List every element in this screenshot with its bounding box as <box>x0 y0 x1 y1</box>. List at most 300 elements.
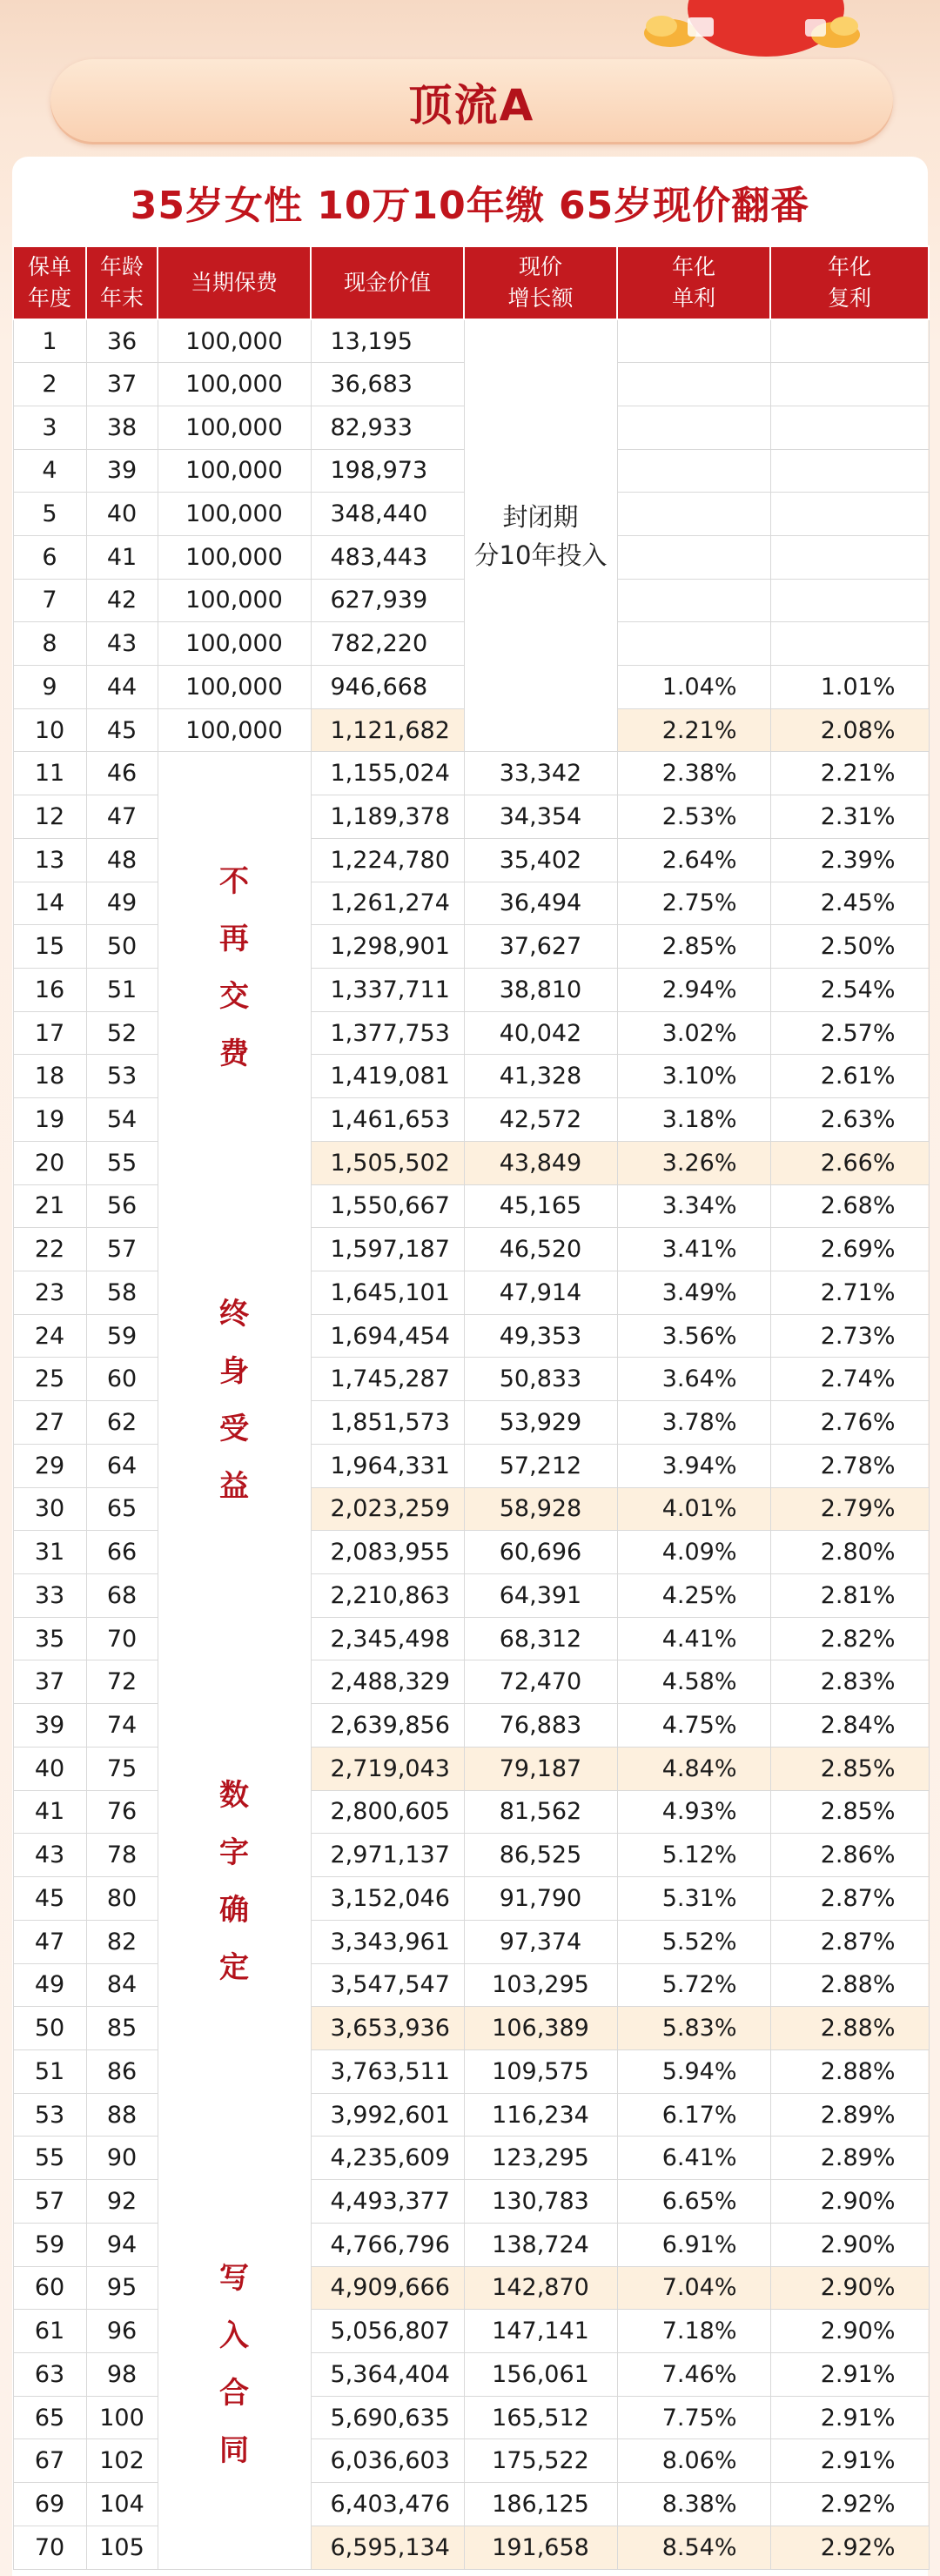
cell-compound-rate: 2.80% <box>770 1531 929 1574</box>
decorative-ornament <box>635 0 862 61</box>
cell-compound-rate: 2.88% <box>770 2007 929 2050</box>
table-row <box>13 1228 929 1271</box>
header-age: 年龄 年末 <box>86 246 158 319</box>
table-row <box>13 1747 929 1790</box>
cell-age: 68 <box>86 1574 158 1618</box>
cell-cash-value: 1,851,573 <box>311 1401 464 1445</box>
table-row <box>13 2352 929 2396</box>
cell-age: 94 <box>86 2223 158 2266</box>
cell-simple-rate: 4.41% <box>617 1617 770 1660</box>
cell-compound-rate <box>770 449 929 493</box>
cell-compound-rate: 2.90% <box>770 2223 929 2266</box>
cell-cash-value: 4,909,666 <box>311 2266 464 2310</box>
slogan-char: 数 <box>219 1778 249 1814</box>
cell-premium: 100,000 <box>158 622 311 666</box>
table-row <box>13 1834 929 1877</box>
slogan-segment <box>158 853 311 1083</box>
cell-cash-value: 3,343,961 <box>311 1920 464 1963</box>
cell-policy-year: 20 <box>13 1141 86 1184</box>
cell-policy-year: 69 <box>13 2483 86 2526</box>
cell-simple-rate: 2.94% <box>617 968 770 1011</box>
cell-age: 96 <box>86 2310 158 2353</box>
cell-premium: 100,000 <box>158 535 311 579</box>
cell-simple-rate <box>617 622 770 666</box>
cell-cash-value: 6,595,134 <box>311 2526 464 2569</box>
cell-cash-value: 2,210,863 <box>311 1574 464 1618</box>
cell-simple-rate: 3.02% <box>617 1011 770 1055</box>
closed-period-note <box>464 319 617 752</box>
header-compound-rate: 年化 复利 <box>770 246 929 319</box>
cell-age: 70 <box>86 1617 158 1660</box>
cell-age: 76 <box>86 1790 158 1834</box>
cell-simple-rate: 2.38% <box>617 752 770 795</box>
cell-cash-value: 1,461,653 <box>311 1098 464 1142</box>
cell-simple-rate: 3.49% <box>617 1271 770 1315</box>
table-header-row <box>13 246 929 319</box>
cell-compound-rate: 2.85% <box>770 1747 929 1790</box>
cell-simple-rate: 4.84% <box>617 1747 770 1790</box>
cell-policy-year: 60 <box>13 2266 86 2310</box>
cell-cash-value: 4,493,377 <box>311 2180 464 2224</box>
slogan-char: 确 <box>219 1893 249 1929</box>
table-row <box>13 1358 929 1401</box>
cell-policy-year: 57 <box>13 2180 86 2224</box>
cell-age: 98 <box>86 2352 158 2396</box>
cell-simple-rate: 2.21% <box>617 708 770 752</box>
cell-increase: 53,929 <box>464 1401 617 1445</box>
closed-period-line: 封闭期 <box>502 501 579 532</box>
cell-age: 55 <box>86 1141 158 1184</box>
cell-cash-value: 1,337,711 <box>311 968 464 1011</box>
cell-compound-rate: 2.39% <box>770 838 929 882</box>
cell-cash-value: 36,683 <box>311 363 464 406</box>
table-row <box>13 2049 929 2093</box>
cell-cash-value: 2,023,259 <box>311 1487 464 1531</box>
cell-compound-rate: 2.85% <box>770 1790 929 1834</box>
cell-increase: 106,389 <box>464 2007 617 2050</box>
cell-policy-year: 47 <box>13 1920 86 1963</box>
cell-simple-rate: 4.09% <box>617 1531 770 1574</box>
cell-compound-rate: 2.76% <box>770 1401 929 1445</box>
cell-cash-value: 1,121,682 <box>311 708 464 752</box>
cell-simple-rate: 6.17% <box>617 2093 770 2137</box>
cell-age: 57 <box>86 1228 158 1271</box>
cell-compound-rate: 2.08% <box>770 708 929 752</box>
cell-premium: 100,000 <box>158 666 311 709</box>
slogan-char: 身 <box>219 1354 249 1390</box>
cell-policy-year: 8 <box>13 622 86 666</box>
cell-increase: 72,470 <box>464 1660 617 1704</box>
cell-policy-year: 45 <box>13 1877 86 1921</box>
cell-simple-rate: 4.93% <box>617 1790 770 1834</box>
cell-age: 43 <box>86 622 158 666</box>
cell-policy-year: 7 <box>13 579 86 622</box>
cell-cash-value: 348,440 <box>311 493 464 536</box>
cell-cash-value: 1,298,901 <box>311 925 464 969</box>
cell-simple-rate: 3.94% <box>617 1444 770 1487</box>
cell-simple-rate: 5.83% <box>617 2007 770 2050</box>
table-row <box>13 2093 929 2137</box>
cell-cash-value: 1,550,667 <box>311 1184 464 1228</box>
cell-policy-year: 27 <box>13 1401 86 1445</box>
cell-policy-year: 50 <box>13 2007 86 2050</box>
cell-simple-rate: 4.58% <box>617 1660 770 1704</box>
cell-age: 78 <box>86 1834 158 1877</box>
slogan-segment <box>158 1285 311 1515</box>
cell-policy-year: 41 <box>13 1790 86 1834</box>
table-row <box>13 1011 929 1055</box>
cell-age: 39 <box>86 449 158 493</box>
cell-age: 51 <box>86 968 158 1011</box>
table-row <box>13 1963 929 2007</box>
cell-simple-rate: 3.64% <box>617 1358 770 1401</box>
cell-simple-rate: 8.38% <box>617 2483 770 2526</box>
cell-simple-rate: 6.65% <box>617 2180 770 2224</box>
cell-policy-year: 1 <box>13 319 86 363</box>
table-row <box>13 925 929 969</box>
cell-cash-value: 1,224,780 <box>311 838 464 882</box>
cell-policy-year: 14 <box>13 882 86 925</box>
cell-compound-rate <box>770 493 929 536</box>
cell-compound-rate: 2.87% <box>770 1877 929 1921</box>
cell-policy-year: 4 <box>13 449 86 493</box>
slogan-char: 字 <box>219 1835 249 1871</box>
cell-increase: 109,575 <box>464 2049 617 2093</box>
cell-policy-year: 59 <box>13 2223 86 2266</box>
table-row <box>13 882 929 925</box>
cell-increase: 47,914 <box>464 1271 617 1315</box>
cell-simple-rate: 8.06% <box>617 2439 770 2483</box>
slogan-char: 合 <box>219 2376 249 2412</box>
cell-simple-rate: 2.85% <box>617 925 770 969</box>
cell-premium: 100,000 <box>158 708 311 752</box>
cell-policy-year: 12 <box>13 795 86 839</box>
cell-policy-year: 63 <box>13 2352 86 2396</box>
cash-value-table-container <box>12 245 928 2576</box>
cell-compound-rate: 2.89% <box>770 2093 929 2137</box>
cell-cash-value: 1,189,378 <box>311 795 464 839</box>
cell-policy-year: 18 <box>13 1055 86 1098</box>
cell-compound-rate: 2.81% <box>770 1574 929 1618</box>
cell-simple-rate: 7.46% <box>617 2352 770 2396</box>
cell-cash-value: 627,939 <box>311 579 464 622</box>
table-row <box>13 752 929 795</box>
cell-increase: 45,165 <box>464 1184 617 1228</box>
table-row <box>13 319 929 363</box>
cell-cash-value: 2,719,043 <box>311 1747 464 1790</box>
cell-policy-year: 43 <box>13 1834 86 1877</box>
cell-cash-value: 3,547,547 <box>311 1963 464 2007</box>
cell-increase: 97,374 <box>464 1920 617 1963</box>
slogan-char: 写 <box>219 2261 249 2297</box>
slogan-char: 不 <box>219 864 249 900</box>
table-row <box>13 1574 929 1618</box>
cell-age: 86 <box>86 2049 158 2093</box>
cell-age: 84 <box>86 1963 158 2007</box>
cell-cash-value: 1,261,274 <box>311 882 464 925</box>
cell-compound-rate: 2.73% <box>770 1314 929 1358</box>
cell-simple-rate <box>617 535 770 579</box>
cell-increase: 37,627 <box>464 925 617 969</box>
cell-compound-rate: 2.91% <box>770 2439 929 2483</box>
cell-compound-rate: 2.61% <box>770 1055 929 1098</box>
cell-compound-rate: 2.54% <box>770 968 929 1011</box>
cell-policy-year: 9 <box>13 666 86 709</box>
cell-compound-rate: 2.69% <box>770 1228 929 1271</box>
cell-increase: 142,870 <box>464 2266 617 2310</box>
cell-compound-rate: 2.91% <box>770 2352 929 2396</box>
table-row <box>13 1141 929 1184</box>
cell-increase: 40,042 <box>464 1011 617 1055</box>
cell-compound-rate: 2.45% <box>770 882 929 925</box>
cell-compound-rate: 2.91% <box>770 2396 929 2439</box>
cell-premium: 100,000 <box>158 319 311 363</box>
cell-simple-rate: 6.41% <box>617 2137 770 2180</box>
cell-cash-value: 782,220 <box>311 622 464 666</box>
cell-age: 102 <box>86 2439 158 2483</box>
cell-increase: 34,354 <box>464 795 617 839</box>
cell-policy-year: 53 <box>13 2093 86 2137</box>
cell-cash-value: 1,645,101 <box>311 1271 464 1315</box>
cell-simple-rate: 3.34% <box>617 1184 770 1228</box>
cell-cash-value: 3,763,511 <box>311 2049 464 2093</box>
cell-simple-rate: 2.53% <box>617 795 770 839</box>
subtitle: 35岁女性 10万10年缴 65岁现价翻番 <box>130 184 810 228</box>
cell-compound-rate: 2.87% <box>770 1920 929 1963</box>
cell-age: 52 <box>86 1011 158 1055</box>
table-row <box>13 2439 929 2483</box>
cell-simple-rate <box>617 319 770 363</box>
cell-age: 45 <box>86 708 158 752</box>
cell-cash-value: 1,419,081 <box>311 1055 464 1098</box>
cell-policy-year: 35 <box>13 1617 86 1660</box>
cell-age: 105 <box>86 2526 158 2569</box>
cell-age: 42 <box>86 579 158 622</box>
table-row <box>13 2137 929 2180</box>
cell-increase: 186,125 <box>464 2483 617 2526</box>
table-row <box>13 1184 929 1228</box>
cell-compound-rate: 2.31% <box>770 795 929 839</box>
table-row <box>13 2483 929 2526</box>
table-row <box>13 1531 929 1574</box>
cell-increase: 36,494 <box>464 882 617 925</box>
cell-policy-year: 65 <box>13 2396 86 2439</box>
cell-simple-rate: 5.31% <box>617 1877 770 1921</box>
cell-policy-year: 24 <box>13 1314 86 1358</box>
cell-age: 46 <box>86 752 158 795</box>
cell-age: 72 <box>86 1660 158 1704</box>
table-row <box>13 1314 929 1358</box>
cell-premium: 100,000 <box>158 579 311 622</box>
slogan-char: 同 <box>219 2433 249 2469</box>
table-row <box>13 2526 929 2569</box>
cell-cash-value: 3,653,936 <box>311 2007 464 2050</box>
cell-simple-rate: 7.18% <box>617 2310 770 2353</box>
cell-policy-year: 39 <box>13 1704 86 1748</box>
cell-increase: 130,783 <box>464 2180 617 2224</box>
cell-simple-rate: 5.94% <box>617 2049 770 2093</box>
cell-age: 59 <box>86 1314 158 1358</box>
cell-increase: 38,810 <box>464 968 617 1011</box>
cell-simple-rate: 4.01% <box>617 1487 770 1531</box>
cell-simple-rate: 5.72% <box>617 1963 770 2007</box>
table-row <box>13 2223 929 2266</box>
cell-cash-value: 3,152,046 <box>311 1877 464 1921</box>
cell-increase: 33,342 <box>464 752 617 795</box>
cell-policy-year: 15 <box>13 925 86 969</box>
cell-compound-rate: 2.92% <box>770 2526 929 2569</box>
cell-simple-rate: 7.04% <box>617 2266 770 2310</box>
cell-increase: 68,312 <box>464 1617 617 1660</box>
cell-age: 65 <box>86 1487 158 1531</box>
cell-cash-value: 1,155,024 <box>311 752 464 795</box>
cell-age: 37 <box>86 363 158 406</box>
slogan-char: 交 <box>219 979 249 1015</box>
cell-policy-year: 33 <box>13 1574 86 1618</box>
cell-age: 38 <box>86 406 158 449</box>
cell-policy-year: 23 <box>13 1271 86 1315</box>
table-row <box>13 1660 929 1704</box>
cell-increase: 79,187 <box>464 1747 617 1790</box>
cell-simple-rate: 3.26% <box>617 1141 770 1184</box>
cell-age: 56 <box>86 1184 158 1228</box>
table-row <box>13 795 929 839</box>
table-row <box>13 1401 929 1445</box>
cell-increase: 123,295 <box>464 2137 617 2180</box>
cell-age: 75 <box>86 1747 158 1790</box>
cell-simple-rate <box>617 493 770 536</box>
slogan-column <box>158 752 311 2569</box>
cell-cash-value: 946,668 <box>311 666 464 709</box>
cell-cash-value: 5,364,404 <box>311 2352 464 2396</box>
header-increase: 现价 增长额 <box>464 246 617 319</box>
cell-policy-year: 17 <box>13 1011 86 1055</box>
cell-increase: 86,525 <box>464 1834 617 1877</box>
table-row <box>13 1271 929 1315</box>
cell-policy-year: 55 <box>13 2137 86 2180</box>
closed-period-line: 分10年投入 <box>473 540 608 570</box>
header-policy-year: 保单 年度 <box>13 246 86 319</box>
table-row <box>13 1877 929 1921</box>
cell-compound-rate: 2.90% <box>770 2310 929 2353</box>
cell-policy-year: 70 <box>13 2526 86 2569</box>
cell-cash-value: 2,345,498 <box>311 1617 464 1660</box>
cell-simple-rate: 3.78% <box>617 1401 770 1445</box>
cell-compound-rate: 2.82% <box>770 1617 929 1660</box>
cell-compound-rate: 2.63% <box>770 1098 929 1142</box>
cell-policy-year: 22 <box>13 1228 86 1271</box>
cell-age: 44 <box>86 666 158 709</box>
cell-compound-rate: 2.88% <box>770 2049 929 2093</box>
cell-simple-rate: 8.54% <box>617 2526 770 2569</box>
cell-compound-rate: 2.71% <box>770 1271 929 1315</box>
cell-simple-rate: 5.52% <box>617 1920 770 1963</box>
cell-compound-rate: 2.78% <box>770 1444 929 1487</box>
table-row <box>13 2007 929 2050</box>
cell-compound-rate <box>770 406 929 449</box>
table-body <box>13 319 929 2569</box>
cell-policy-year: 61 <box>13 2310 86 2353</box>
table-row <box>13 1704 929 1748</box>
cell-policy-year: 21 <box>13 1184 86 1228</box>
cell-cash-value: 6,403,476 <box>311 2483 464 2526</box>
cell-age: 95 <box>86 2266 158 2310</box>
title-banner <box>50 59 893 144</box>
table-row <box>13 2310 929 2353</box>
cell-age: 62 <box>86 1401 158 1445</box>
cell-simple-rate: 2.75% <box>617 882 770 925</box>
cell-policy-year: 16 <box>13 968 86 1011</box>
page-title: 顶流A <box>408 80 535 131</box>
cell-cash-value: 5,056,807 <box>311 2310 464 2353</box>
table-row <box>13 1487 929 1531</box>
cell-policy-year: 25 <box>13 1358 86 1401</box>
cell-cash-value: 1,505,502 <box>311 1141 464 1184</box>
cell-premium: 100,000 <box>158 493 311 536</box>
cell-cash-value: 1,964,331 <box>311 1444 464 1487</box>
cell-policy-year: 3 <box>13 406 86 449</box>
slogan-segment <box>158 2250 311 2479</box>
cell-premium: 100,000 <box>158 363 311 406</box>
cell-cash-value: 483,443 <box>311 535 464 579</box>
cash-value-table <box>12 245 930 2570</box>
cell-cash-value: 3,992,601 <box>311 2093 464 2137</box>
cell-age: 41 <box>86 535 158 579</box>
cell-policy-year: 37 <box>13 1660 86 1704</box>
cell-compound-rate: 2.86% <box>770 1834 929 1877</box>
cell-age: 82 <box>86 1920 158 1963</box>
cell-compound-rate <box>770 579 929 622</box>
cell-compound-rate <box>770 622 929 666</box>
cell-cash-value: 5,690,635 <box>311 2396 464 2439</box>
cell-age: 100 <box>86 2396 158 2439</box>
cell-age: 54 <box>86 1098 158 1142</box>
cell-cash-value: 198,973 <box>311 449 464 493</box>
cell-increase: 103,295 <box>464 1963 617 2007</box>
cell-increase: 43,849 <box>464 1141 617 1184</box>
table-row <box>13 1055 929 1098</box>
cell-policy-year: 51 <box>13 2049 86 2093</box>
cell-cash-value: 1,597,187 <box>311 1228 464 1271</box>
cell-increase: 46,520 <box>464 1228 617 1271</box>
cell-compound-rate <box>770 363 929 406</box>
cell-policy-year: 13 <box>13 838 86 882</box>
cell-age: 40 <box>86 493 158 536</box>
cell-policy-year: 31 <box>13 1531 86 1574</box>
cell-cash-value: 13,195 <box>311 319 464 363</box>
cell-increase: 41,328 <box>464 1055 617 1098</box>
table-row <box>13 1617 929 1660</box>
cell-increase: 60,696 <box>464 1531 617 1574</box>
cell-policy-year: 30 <box>13 1487 86 1531</box>
cell-age: 47 <box>86 795 158 839</box>
cell-increase: 81,562 <box>464 1790 617 1834</box>
cell-increase: 156,061 <box>464 2352 617 2396</box>
cell-age: 104 <box>86 2483 158 2526</box>
cell-age: 85 <box>86 2007 158 2050</box>
cell-cash-value: 1,745,287 <box>311 1358 464 1401</box>
cell-simple-rate <box>617 363 770 406</box>
cell-increase: 50,833 <box>464 1358 617 1401</box>
cell-compound-rate: 2.50% <box>770 925 929 969</box>
cell-compound-rate: 2.66% <box>770 1141 929 1184</box>
cell-premium: 100,000 <box>158 449 311 493</box>
cell-premium: 100,000 <box>158 406 311 449</box>
table-row <box>13 1920 929 1963</box>
cell-policy-year: 5 <box>13 493 86 536</box>
cell-increase: 165,512 <box>464 2396 617 2439</box>
cell-increase: 191,658 <box>464 2526 617 2569</box>
